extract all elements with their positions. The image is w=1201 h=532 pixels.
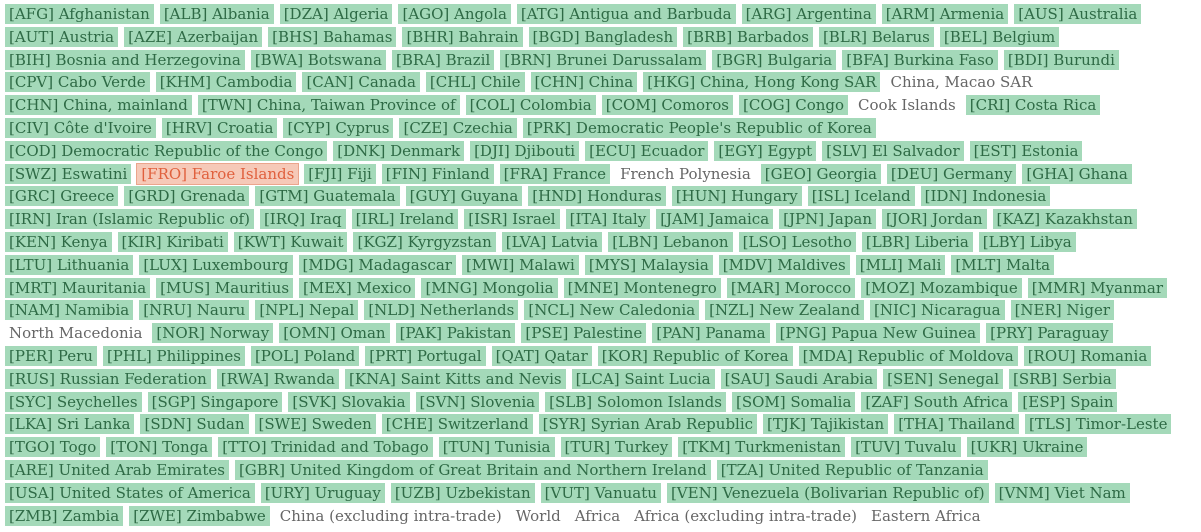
country-chip[interactable]: [TUR] Turkey: [561, 437, 673, 457]
country-chip[interactable]: [BEL] Belgium: [940, 27, 1059, 47]
country-chip[interactable]: [LCA] Saint Lucia: [572, 369, 715, 389]
country-chip[interactable]: [PRY] Paraguay: [986, 323, 1112, 343]
country-chip[interactable]: [LBN] Lebanon: [608, 232, 732, 252]
country-chip[interactable]: [NCL] New Caledonia: [524, 300, 699, 320]
country-chip[interactable]: [KIR] Kiribati: [118, 232, 228, 252]
country-chip[interactable]: [TZA] United Republic of Tanzania: [717, 460, 988, 480]
country-chip[interactable]: [GEO] Georgia: [761, 164, 881, 184]
country-chip[interactable]: [IRN] Iran (Islamic Republic of): [5, 209, 254, 229]
country-chip[interactable]: [EGY] Egypt: [714, 141, 816, 161]
country-chip[interactable]: [ESP] Spain: [1018, 392, 1117, 412]
country-chip[interactable]: [UKR] Ukraine: [967, 437, 1088, 457]
country-chip[interactable]: [PRT] Portugal: [365, 346, 485, 366]
country-chip[interactable]: [NZL] New Zealand: [705, 300, 864, 320]
country-chip[interactable]: [MDG] Madagascar: [299, 255, 456, 275]
country-chip[interactable]: [MLT] Malta: [951, 255, 1054, 275]
country-chip[interactable]: [BIH] Bosnia and Herzegovina: [5, 50, 245, 70]
country-chip[interactable]: [ARE] United Arab Emirates: [5, 460, 229, 480]
country-chip[interactable]: [GRD] Grenada: [124, 186, 249, 206]
country-chip[interactable]: [ALB] Albania: [160, 4, 274, 24]
country-chip[interactable]: [MDV] Maldives: [719, 255, 850, 275]
country-chip[interactable]: [BGD] Bangladesh: [529, 27, 678, 47]
country-chip[interactable]: [SDN] Sudan: [140, 414, 248, 434]
country-chip[interactable]: [MUS] Mauritius: [156, 278, 293, 298]
country-chip[interactable]: [CIV] Côte d'Ivoire: [5, 118, 156, 138]
country-chip[interactable]: [AUS] Australia: [1014, 4, 1141, 24]
country-chip[interactable]: [PHL] Philippines: [103, 346, 245, 366]
country-chip[interactable]: [MWI] Malawi: [462, 255, 579, 275]
country-chip[interactable]: [TGO] Togo: [5, 437, 100, 457]
country-chip[interactable]: [EST] Estonia: [970, 141, 1083, 161]
country-chip[interactable]: [RUS] Russian Federation: [5, 369, 211, 389]
country-chip[interactable]: [BWA] Botswana: [251, 50, 386, 70]
country-chip[interactable]: China (excluding intra-trade): [279, 506, 502, 525]
country-chip[interactable]: [FIN] Finland: [382, 164, 494, 184]
country-chip[interactable]: [KHM] Cambodia: [156, 72, 297, 92]
country-chip[interactable]: [LUX] Luxembourg: [139, 255, 292, 275]
country-chip[interactable]: [ISL] Iceland: [808, 186, 915, 206]
country-chip[interactable]: [BDI] Burundi: [1004, 50, 1119, 70]
country-chip[interactable]: [COM] Comoros: [602, 95, 733, 115]
country-chip[interactable]: [LBR] Liberia: [862, 232, 973, 252]
country-chip[interactable]: [BFA] Burkina Faso: [842, 50, 998, 70]
country-chip[interactable]: [SLV] El Salvador: [822, 141, 964, 161]
country-chip[interactable]: [SOM] Somalia: [732, 392, 855, 412]
country-chip[interactable]: [CRI] Costa Rica: [966, 95, 1101, 115]
country-chip[interactable]: [TKM] Turkmenistan: [678, 437, 845, 457]
country-chip[interactable]: [AUT] Austria: [5, 27, 118, 47]
country-chip[interactable]: [ARG] Argentina: [742, 4, 876, 24]
country-chip[interactable]: [DZA] Algeria: [280, 4, 393, 24]
country-chip[interactable]: [KGZ] Kyrgyzstan: [353, 232, 495, 252]
country-chip[interactable]: [DJI] Djibouti: [470, 141, 579, 161]
country-chip[interactable]: [SGP] Singapore: [148, 392, 283, 412]
country-chip[interactable]: [SEN] Senegal: [883, 369, 1003, 389]
country-chip[interactable]: [PNG] Papua New Guinea: [776, 323, 981, 343]
country-chip[interactable]: [COG] Congo: [739, 95, 848, 115]
country-chip[interactable]: [COL] Colombia: [466, 95, 596, 115]
country-chip[interactable]: [DEU] Germany: [887, 164, 1016, 184]
country-chip[interactable]: [OMN] Oman: [279, 323, 389, 343]
country-chip[interactable]: Cook Islands: [858, 96, 956, 115]
country-chip[interactable]: [SYR] Syrian Arab Republic: [539, 414, 757, 434]
country-chip[interactable]: [TUV] Tuvalu: [851, 437, 961, 457]
country-chip[interactable]: [HUN] Hungary: [672, 186, 802, 206]
country-chip[interactable]: [IRQ] Iraq: [260, 209, 346, 229]
country-chip[interactable]: [TWN] China, Taiwan Province of: [198, 95, 460, 115]
country-chip[interactable]: [KOR] Republic of Korea: [598, 346, 793, 366]
country-chip[interactable]: Eastern Africa: [871, 506, 981, 525]
country-chip[interactable]: [TTO] Trinidad and Tobago: [218, 437, 432, 457]
country-chip[interactable]: China, Macao SAR: [890, 73, 1033, 92]
country-chip[interactable]: [FRA] France: [500, 164, 610, 184]
country-chip[interactable]: [MYS] Malaysia: [585, 255, 713, 275]
country-chip[interactable]: [BRA] Brazil: [392, 50, 494, 70]
country-chip[interactable]: Africa (excluding intra-trade): [634, 506, 857, 525]
country-chip[interactable]: [VUT] Vanuatu: [541, 483, 661, 503]
country-chip[interactable]: [AFG] Afghanistan: [5, 4, 154, 24]
country-chip[interactable]: [KEN] Kenya: [5, 232, 112, 252]
country-chip[interactable]: [NIC] Nicaragua: [870, 300, 1005, 320]
country-chip[interactable]: [CPV] Cabo Verde: [5, 72, 150, 92]
country-chip[interactable]: [THA] Thailand: [894, 414, 1019, 434]
country-chip[interactable]: [KAZ] Kazakhstan: [993, 209, 1137, 229]
country-chip[interactable]: [MAR] Morocco: [727, 278, 855, 298]
country-chip[interactable]: [GHA] Ghana: [1022, 164, 1132, 184]
country-chip[interactable]: [AZE] Azerbaijan: [124, 27, 262, 47]
country-chip[interactable]: [MNG] Mongolia: [421, 278, 557, 298]
country-chip[interactable]: [CAN] Canada: [302, 72, 419, 92]
country-chip[interactable]: French Polynesia: [620, 164, 751, 183]
country-chip[interactable]: [CYP] Cyprus: [283, 118, 393, 138]
country-chip[interactable]: [SLB] Solomon Islands: [545, 392, 726, 412]
country-chip[interactable]: [POL] Poland: [251, 346, 359, 366]
country-chip[interactable]: [DNK] Denmark: [333, 141, 464, 161]
country-chip[interactable]: [BRB] Barbados: [683, 27, 813, 47]
country-chip[interactable]: [UZB] Uzbekistan: [391, 483, 535, 503]
country-chip[interactable]: [HRV] Croatia: [162, 118, 278, 138]
country-chip[interactable]: World: [515, 506, 561, 525]
country-chip[interactable]: [ARM] Armenia: [882, 4, 1008, 24]
country-chip[interactable]: [TJK] Tajikistan: [763, 414, 888, 434]
country-chip[interactable]: [CHL] Chile: [426, 72, 525, 92]
country-chip[interactable]: [JPN] Japan: [779, 209, 876, 229]
country-chip[interactable]: [AGO] Angola: [398, 4, 510, 24]
country-chip[interactable]: [PRK] Democratic People's Republic of Korea: [523, 118, 876, 138]
country-chip[interactable]: [USA] United States of America: [5, 483, 255, 503]
country-chip[interactable]: [PSE] Palestine: [521, 323, 646, 343]
country-chip[interactable]: [SWE] Sweden: [255, 414, 376, 434]
country-chip[interactable]: [CZE] Czechia: [399, 118, 516, 138]
country-chip[interactable]: [PER] Peru: [5, 346, 97, 366]
country-chip[interactable]: [GTM] Guatemala: [255, 186, 399, 206]
country-chip[interactable]: [TON] Tonga: [106, 437, 212, 457]
country-chip[interactable]: [LTU] Lithuania: [5, 255, 133, 275]
country-chip[interactable]: [COD] Democratic Republic of the Congo: [5, 141, 327, 161]
country-chip[interactable]: [SVN] Slovenia: [416, 392, 540, 412]
country-chip[interactable]: [FJI] Fiji: [304, 164, 375, 184]
country-chip[interactable]: [TUN] Tunisia: [439, 437, 555, 457]
country-chip[interactable]: [ZAF] South Africa: [861, 392, 1012, 412]
country-chip[interactable]: [MNE] Montenegro: [564, 278, 721, 298]
country-chip[interactable]: [ITA] Italy: [566, 209, 651, 229]
country-chip[interactable]: [CHE] Switzerland: [382, 414, 533, 434]
country-chip[interactable]: [CHN] China: [531, 72, 638, 92]
country-chip[interactable]: Africa: [574, 506, 621, 525]
country-chip[interactable]: [BGR] Bulgaria: [712, 50, 836, 70]
country-chip[interactable]: [BRN] Brunei Darussalam: [500, 50, 706, 70]
country-chip[interactable]: [MDA] Republic of Moldova: [799, 346, 1018, 366]
country-chip[interactable]: [MEX] Mexico: [299, 278, 415, 298]
country-chip[interactable]: [IDN] Indonesia: [921, 186, 1051, 206]
country-chip[interactable]: [ZMB] Zambia: [5, 506, 123, 526]
country-chip[interactable]: [KWT] Kuwait: [234, 232, 348, 252]
country-chip[interactable]: [NOR] Norway: [152, 323, 273, 343]
country-chip[interactable]: [VNM] Viet Nam: [995, 483, 1130, 503]
country-chip[interactable]: [JOR] Jordan: [882, 209, 987, 229]
country-chip[interactable]: [QAT] Qatar: [492, 346, 592, 366]
country-chip[interactable]: [VEN] Venezuela (Bolivarian Republic of): [667, 483, 989, 503]
country-chip-selected[interactable]: [FRO] Faroe Islands: [137, 164, 298, 184]
country-chip[interactable]: [LVA] Latvia: [502, 232, 602, 252]
country-chip[interactable]: [PAK] Pakistan: [396, 323, 516, 343]
country-chip[interactable]: [HKG] China, Hong Kong SAR: [643, 72, 880, 92]
country-chip[interactable]: [ISR] Israel: [464, 209, 559, 229]
country-chip[interactable]: [LKA] Sri Lanka: [5, 414, 134, 434]
country-chip[interactable]: [NPL] Nepal: [255, 300, 358, 320]
country-chip[interactable]: [BHS] Bahamas: [268, 27, 396, 47]
country-chip[interactable]: North Macedonia: [9, 324, 143, 343]
country-chip[interactable]: [ROU] Romania: [1024, 346, 1152, 366]
country-chip[interactable]: [SAU] Saudi Arabia: [721, 369, 878, 389]
country-chip[interactable]: [SWZ] Eswatini: [5, 164, 131, 184]
country-chip[interactable]: [TLS] Timor-Leste: [1025, 414, 1171, 434]
country-chip[interactable]: [BHR] Bahrain: [402, 27, 522, 47]
country-chip[interactable]: [NRU] Nauru: [139, 300, 249, 320]
country-chip[interactable]: [GUY] Guyana: [406, 186, 523, 206]
country-chip[interactable]: [MLI] Mali: [856, 255, 946, 275]
country-chip[interactable]: [PAN] Panama: [652, 323, 769, 343]
country-chip[interactable]: [MMR] Myanmar: [1028, 278, 1167, 298]
country-chip[interactable]: [URY] Uruguay: [261, 483, 385, 503]
country-chip[interactable]: [MOZ] Mozambique: [861, 278, 1022, 298]
country-chip[interactable]: [NER] Niger: [1011, 300, 1114, 320]
country-chip[interactable]: [SVK] Slovakia: [288, 392, 409, 412]
country-chip[interactable]: [GRC] Greece: [5, 186, 118, 206]
country-chip[interactable]: [ATG] Antigua and Barbuda: [517, 4, 736, 24]
country-chip[interactable]: [IRL] Ireland: [352, 209, 459, 229]
country-chip[interactable]: [NLD] Netherlands: [364, 300, 518, 320]
country-chip[interactable]: [SRB] Serbia: [1009, 369, 1116, 389]
country-chip[interactable]: [RWA] Rwanda: [217, 369, 339, 389]
country-chip[interactable]: [GBR] United Kingdom of Great Britain and Northern Ireland: [235, 460, 711, 480]
country-chip[interactable]: [SYC] Seychelles: [5, 392, 142, 412]
country-chip[interactable]: [ECU] Ecuador: [585, 141, 708, 161]
country-chip[interactable]: [HND] Honduras: [528, 186, 666, 206]
country-chip[interactable]: [LBY] Libya: [979, 232, 1076, 252]
country-chip[interactable]: [JAM] Jamaica: [656, 209, 773, 229]
country-chip[interactable]: [KNA] Saint Kitts and Nevis: [345, 369, 566, 389]
country-chip[interactable]: [NAM] Namibia: [5, 300, 133, 320]
country-chip[interactable]: [BLR] Belarus: [819, 27, 934, 47]
country-chip[interactable]: [MRT] Mauritania: [5, 278, 150, 298]
country-chip[interactable]: [CHN] China, mainland: [5, 95, 192, 115]
country-chip[interactable]: [ZWE] Zimbabwe: [129, 506, 270, 526]
country-chip[interactable]: [LSO] Lesotho: [739, 232, 856, 252]
